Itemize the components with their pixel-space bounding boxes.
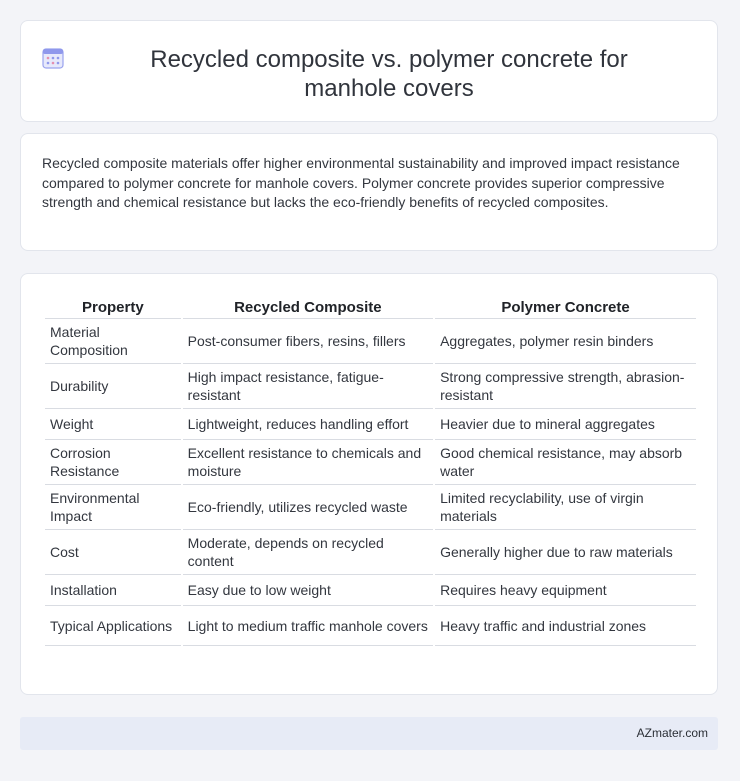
cell-recycled: Post-consumer fibers, resins, fillers — [183, 319, 433, 364]
cell-property: Typical Applications — [45, 606, 181, 646]
cell-recycled: Moderate, depends on recycled content — [183, 530, 433, 575]
cell-property: Material Composition — [45, 319, 181, 364]
cell-polymer: Heavy traffic and industrial zones — [435, 606, 696, 646]
title-card — [20, 20, 718, 122]
footer-brand: AZmater.com — [636, 726, 708, 740]
cell-property: Durability — [45, 364, 181, 409]
cell-polymer: Requires heavy equipment — [435, 575, 696, 606]
table-row — [45, 319, 696, 364]
table-row — [45, 409, 696, 440]
table-row — [45, 364, 696, 409]
cell-polymer: Strong compressive strength, abrasion-resistant — [435, 364, 696, 409]
table-row — [45, 440, 696, 485]
cell-recycled: Light to medium traffic manhole covers — [183, 606, 433, 646]
cell-recycled: Lightweight, reduces handling effort — [183, 409, 433, 440]
cell-property: Cost — [45, 530, 181, 575]
table-row — [45, 575, 696, 606]
cell-polymer: Limited recyclability, use of virgin materials — [435, 485, 696, 530]
header-property: Property — [45, 295, 181, 319]
table-row — [45, 485, 696, 530]
cell-property: Weight — [45, 409, 181, 440]
cell-polymer: Generally higher due to raw materials — [435, 530, 696, 575]
cell-recycled: Excellent resistance to chemicals and moisture — [183, 440, 433, 485]
cell-polymer: Aggregates, polymer resin binders — [435, 319, 696, 364]
cell-polymer: Good chemical resistance, may absorb water — [435, 440, 696, 485]
table-row — [45, 606, 696, 646]
comparison-table-card — [20, 273, 718, 695]
summary-text: Recycled composite materials offer higher environmental sustainability and improved impact resistance compared to polymer concrete for manhole covers. Polymer concrete provides superior compressive strength and chemical resistance but lacks the eco-friendly benefits of recycled composites. — [42, 155, 680, 210]
header-recycled-composite: Recycled Composite — [183, 295, 433, 319]
cell-property: Environmental Impact — [45, 485, 181, 530]
summary-card — [20, 133, 718, 251]
page-title: Recycled composite vs. polymer concrete for manhole covers — [150, 46, 628, 102]
cell-polymer: Heavier due to mineral aggregates — [435, 409, 696, 440]
header-polymer-concrete: Polymer Concrete — [435, 295, 696, 319]
comparison-table — [43, 295, 698, 646]
cell-recycled: Eco-friendly, utilizes recycled waste — [183, 485, 433, 530]
cell-recycled: Easy due to low weight — [183, 575, 433, 606]
table-row — [45, 530, 696, 575]
cell-property: Corrosion Resistance — [45, 440, 181, 485]
cell-property: Installation — [45, 575, 181, 606]
footer-bar — [20, 717, 718, 750]
cell-recycled: High impact resistance, fatigue-resistant — [183, 364, 433, 409]
table-header-row — [45, 295, 696, 319]
